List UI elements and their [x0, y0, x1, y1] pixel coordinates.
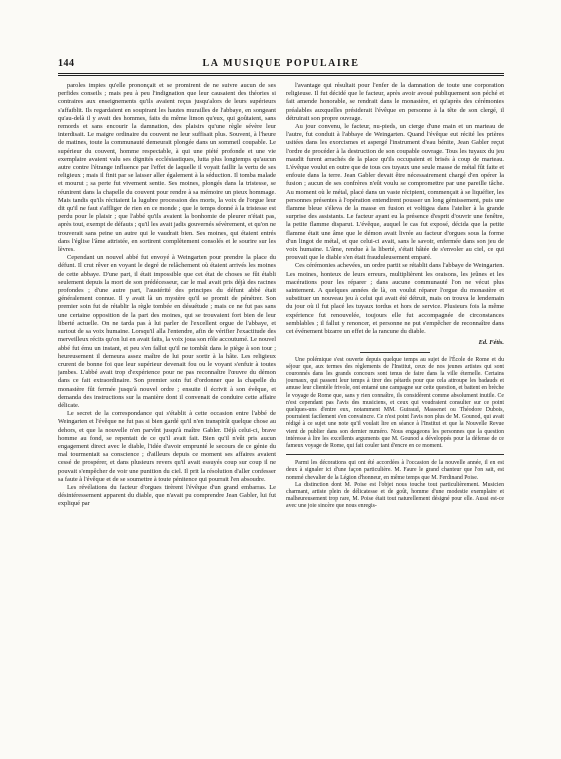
- news-note-rome: [286, 357, 504, 451]
- paragraph: Une polémique s'est ouverte depuis quelque temps au sujet de l'École de Rome et du séjour que, aux termes des règlements de l'Institut, ceux de nos jeunes artistes qui sont couronnés dans les grands concours sont tenus de faire dans la ville éternelle. Certains journaux, qui passent leur temps à tirer des pétards pour que cela attroupe les badauds et amuse leur clientèle frivole, ont entamé une campagne sur cette question, et battent en brèche le voyage de Rome que, sans y rien connaître, ils considèrent comme absolument inutile. Ce n'est cependant pas l'avis des musiciens, et ceux qui voudraient consulter sur ce point quelques-uns d'entre eux, notamment MM. Guiraud, Massenet ou Théodore Dubois, pourraient facilement s'en convaincre. Ce n'est point l'avis non plus de M. Gounod, qui avait rédigé à ce sujet une note qu'il voulait lire en séance à l'Institut et que la Nouvelle Revue vient de publier dans son dernier numéro. Nous engageons les personnes que la question intéresse à lire les excellents arguments que M. Gounod a développés pour la défense de ce fameux voyage de Rome, qui fait couler tant d'encre en ce moment.: [286, 356, 504, 449]
- paragraph: Au jour convenu, le facteur, nu-pieds, un cierge d'une main et un marteau de l'autre, fut conduit à l'abbaye de Weingarten. Quand l'évêque eut récité les prières usitées dans les exorcismes et aspergé l'instrument d'eau bénite, Jean Gabler reçut l'ordre de procéder à la destruction de son coupable ouvrage. Tous les tuyaux du jeu maudit furent arrachés de la place qu'ils occupaient et brisés à coup de marteau. L'évêque voulut en outre que de tous ces tuyaux une seule masse de métal fût faite et enfouie dans la terre. Jean Gabler devait être nécessairement chargé d'en opérer la fusion ; aucun de ses confrères n'eût voulu se compromettre par une pareille tâche. Au moment où le métal, placé dans un vaste récipient, commençait à se liquéfier, les personnes présentes à l'opération entendirent pousser un long gémissement, puis une flamme bleue s'éleva de la masse en fusion et voltigea dans l'atelier à la grande surprise des assistants. Le facteur ayant eu la présence d'esprit d'ouvrir une fenêtre, la petite flamme disparut. L'évêque, auquel le cas fut exposé, décida que la petite flamme était une âme que le démon avait livrée au facteur d'orgues sous la forme d'un lingot de métal, et que celui-ci avait, sans le savoir, enfermée dans son jeu de voix humaine. L'âme, rendue à la liberté, s'était hâtée de s'envoler au ciel, ce qui prouvait que le diable s'en était frauduleusement emparé.: [286, 123, 504, 262]
- journal-title: LA MUSIQUE POPULAIRE: [202, 58, 360, 69]
- page-header: [58, 58, 504, 72]
- paragraph: paroles impies qu'elle prononçait et se promirent de ne suivre aucun de ses perfides conseils ; mais peu à peu l'indignation que leur causaient des théories si contraires aux enseignements qu'ils avaient reçus jusqu'alors de leurs supérieurs s'affaiblit. Ils regardaient en soupirant les hautes murailles de l'abbaye, en songeant qu'au-delà il y avait des hommes, faits du même limon qu'eux, qui goûtaient, sans remords et sans encourir la damnation, des plaisirs qu'une règle sévère leur interdisait. Le maigre ordinaire du couvent ne leur suffisait plus. Souvent, à l'heure de matines, toute la communauté demeurait plongée dans un sommeil coupable. Le supérieur du couvent, homme respectable, à qui une piété profonde et une vie exemplaire avaient valu ses dignités ecclésiastiques, lutta plus longtemps qu'aucun autre contre l'étrange influence par l'effet de laquelle il voyait faillir la vertu de ses religieux ; mais il finit par se laisser aller également à la séduction. Il tomba malade et mourut ; sa perte fut vivement sentie. Ses moines, plongés dans la tristesse, se réunirent dans la chapelle du couvent pour rendre à sa mémoire un pieux hommage. Mais tandis qu'ils récitaient la lugubre procession des morts, la voix de l'orgue leur dit qu'il ne faut s'affliger de rien en ce monde ; que le temps donné à la tristesse est perdu pour le plaisir ; que l'abbé qu'ils avaient la bonhomie de pleurer n'était pas, après tout, exempt de défauts ; qu'il les avait jadis gouvernés sévèrement, et qu'on ne trouverait sans peine un autre qui le vaudrait bien. Ses moines, qui étaient entrés dans l'église l'âme attristée, en sortirent complètement consolés et le sourire sur les lèvres.: [58, 82, 276, 254]
- right-column: [286, 82, 504, 750]
- paragraph: Le secret de la correspondance qui s'établit à cette occasion entre l'abbé de Weingarten et l'évêque ne fut pas si bien gardé qu'il n'en transpirât quelque chose au dehors, et que la nouvelle n'en parvînt jusqu'à maître Gabler. Déjà celui-ci, brave homme au fond, se repentait de ce qu'il avait fait. Bien qu'il n'eût pris aucun engagement direct avec le diable, l'idée d'avoir emprunté le secours de ce génie du mal tourmentait sa conscience ; d'ailleurs depuis ce moment ses affaires avaient cessé de prospérer, et dans plusieurs revers qu'il avait essuyés coup sur coup il ne pouvait s'empêcher de voir une punition du ciel. Il prit la résolution d'aller confesser sa faute à l'évêque et de se soumettre à toute pénitence qui pourrait l'en absoudre.: [58, 410, 276, 483]
- paragraph: Cependant un nouvel abbé fut envoyé à Weingarten pour prendre la place du défunt. Il crut rêver en voyant le degré de relâchement où étaient arrivés les moines de cette abbaye. D'une part, il était impossible que cet état de choses se fût établi seulement depuis la mort de son prédécesseur, car le mal avait pris déjà des racines profondes ; d'une autre part, l'austérité des principes du défunt abbé était généralement connue. Il y avait là un mystère qu'il se promit de pénétrer. Son premier soin fut de rétablir la règle tombée en désuétude ; mais ce ne fut pas sans une certaine opposition de la part des moines, qui se trouvaient fort bien de leur liberté actuelle. On ne tarda pas à lui parler de l'excellent orgue de l'abbaye, et surtout de sa voix humaine. Lorsqu'il alla l'entendre, afin de vérifier l'exactitude des merveilleux récits qu'on lui en avait faits, la voix joua son rôle accoutumé. Le nouvel abbé fut ému un instant, et peu s'en fallut qu'il ne tombât dans le piège à son tour ; heureusement il demeura assez maître de lui pour sortir à la hâte. Les religieux crurent de bonne foi que leur supérieur devenait fou ou le voyant s'enfuir à toutes jambes. L'abbé avait trop d'expérience pour ne pas reconnaître l'œuvre du démon dans ce fait extraordinaire. Son premier soin fut d'ordonner que la chapelle du monastère fût fermée jusqu'à nouvel ordre ; ensuite il écrivit à son évêque, et demanda des instructions sur la manière dont il convenait de conduire cette affaire délicate.: [58, 254, 276, 409]
- paragraph: Les révélations du facteur d'orgues tirèrent l'évêque d'un grand embarras. Le désintéressement apparent du diable, que n'avait pu comprendre Jean Gabler, lui fut expliqué par: [58, 483, 276, 508]
- header-rule: [58, 73, 504, 74]
- left-column: [58, 82, 276, 750]
- paragraph: Ces cérémonies achevées, un ordre partit se rétablit dans l'abbaye de Weingarten. Les moines, honteux de leurs erreurs, multiplièrent les oraisons, les jeûnes et les macérations pour les réparer ; dans aucune communauté l'on ne vécut plus saintement. A quelques années de là, on voulut réparer l'orgue du monastère et substituer un nouveau jeu à celui qui avait été détruit, mais on trouva le lendemain du jour où il fut placé les tuyaux tordus et hors de service. Plusieurs fois la même expérience fut renouvelée, toujours elle fut accompagnée de circonstances semblables ; il fallut y renoncer, et personne ne put s'empêcher de reconnaître dans cet événement bizarre un effet de la rancune du diable.: [286, 262, 504, 336]
- author-signature: Ed. Fétis.: [478, 339, 504, 347]
- news-note-decorations: [286, 460, 504, 510]
- section-divider: [360, 352, 430, 353]
- paragraph: l'avantage qui résultait pour l'enfer de la damnation de toute une corporation religieuse. Il fut décidé que le facteur, après avoir avoué publiquement son péché et fait amende honorable, se rendrait dans le monastère, et qu'après des cérémonies préalables auxquelles présiderait l'évêque en personne à la tête de son clergé, il détruirait son propre ouvrage.: [286, 82, 504, 122]
- section-rule: [286, 454, 504, 455]
- paragraph: Parmi les décorations qui ont été accordées à l'occasion de la nouvelle année, il en est deux à signaler ici d'une façon particulière. M. Faure le grand chanteur que l'on sait, est nommé chevalier de la Légion d'honneur, en même temps que M. Ferdinand Poise.: [286, 460, 504, 481]
- header-rule-double: [58, 75, 504, 76]
- paragraph: La distinction dont M. Poise est l'objet nous touche tout particulièrement. Musicien charmant, artiste plein de délicatesse et de goût, homme d'une modestie exemplaire et malheureusement trop rare, M. Poise était tout naturellement désigné pour elle. Aussi est-ce avec une joie sincère que nous enregis-: [286, 481, 504, 510]
- page-number: 144: [58, 58, 75, 69]
